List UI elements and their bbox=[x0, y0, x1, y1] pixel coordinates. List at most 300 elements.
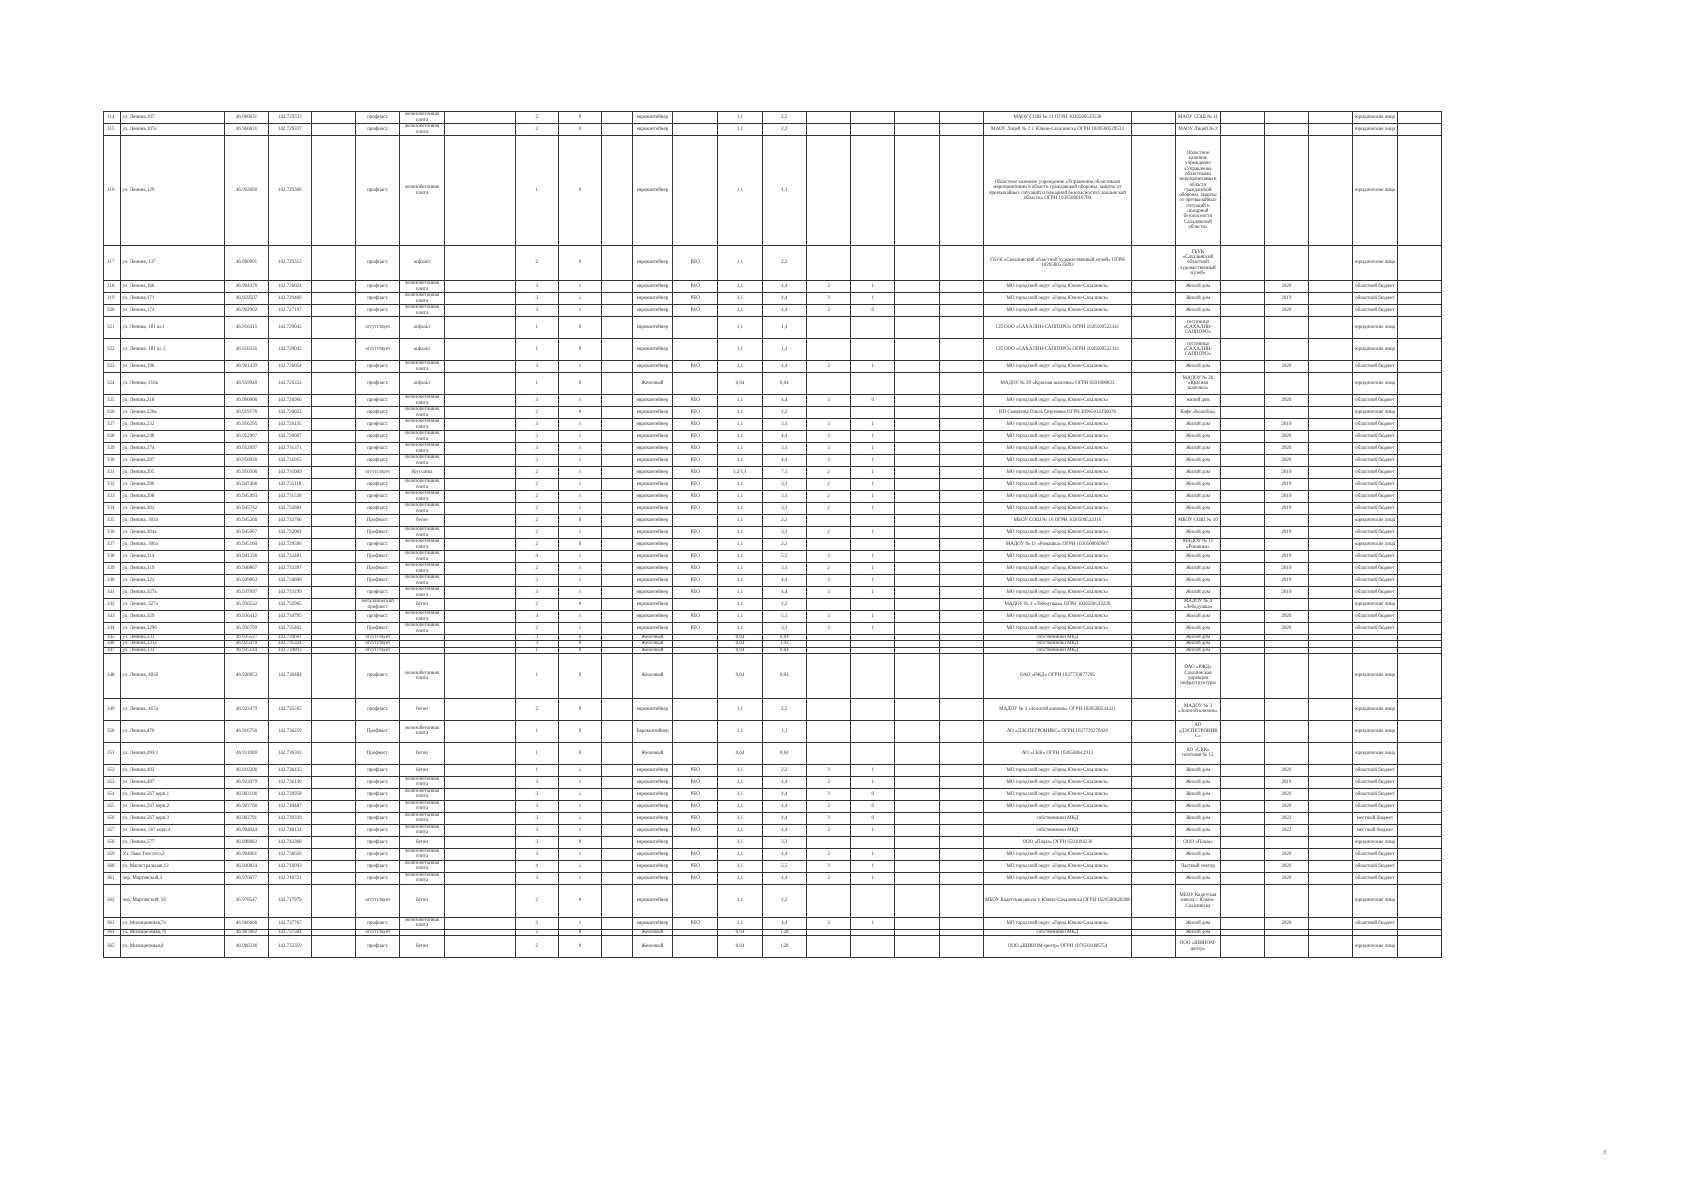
blank-cell bbox=[602, 623, 633, 635]
bunker-count-cell: 1 bbox=[558, 395, 601, 407]
blank-cell bbox=[1397, 776, 1441, 788]
container-count-cell: 3 bbox=[515, 395, 558, 407]
bunker-count-cell: 1 bbox=[558, 812, 601, 824]
blank-cell bbox=[1132, 653, 1176, 698]
row-number-cell: 360 bbox=[104, 860, 121, 872]
blank-cell bbox=[895, 317, 939, 339]
container-count-cell: 2 bbox=[515, 467, 558, 479]
blank-cell bbox=[311, 431, 355, 443]
blank-cell bbox=[602, 720, 633, 742]
total-volume-cell: 3,3 bbox=[762, 503, 806, 515]
container-volume-cell: 1,1 bbox=[718, 395, 762, 407]
blank-cell bbox=[1132, 112, 1176, 124]
latitude-cell: 46.950926 bbox=[225, 455, 268, 467]
container-volume-cell: 1,1 bbox=[718, 611, 762, 623]
year-cell bbox=[1264, 698, 1308, 720]
fence-material-cell: профнаст. bbox=[356, 776, 400, 788]
fence-material-cell: отсутствует bbox=[356, 641, 400, 647]
container-volume-cell: 1,1 bbox=[718, 800, 762, 812]
container-count-cell: 2 bbox=[515, 124, 558, 136]
longitude-cell: 142.736149 bbox=[268, 776, 311, 788]
container-volume-cell: 0,64 bbox=[718, 635, 762, 641]
container-count-cell: 3 bbox=[515, 361, 558, 373]
fence-material-cell: профнаст. bbox=[356, 136, 400, 246]
waste-source-cell: ООО «ШИНОМ-центр» bbox=[1176, 936, 1220, 958]
fence-material-cell: профнаст. bbox=[356, 698, 400, 720]
blank-cell bbox=[1132, 824, 1176, 836]
planned-bunker-cell: 1 bbox=[851, 623, 895, 635]
blank-cell bbox=[602, 776, 633, 788]
blank-cell bbox=[1220, 860, 1264, 872]
row-number-cell: 316 bbox=[104, 136, 121, 246]
blank-cell bbox=[895, 467, 939, 479]
bunker-count-cell: 0 bbox=[558, 929, 601, 935]
planned-bunker-cell: 1 bbox=[851, 361, 895, 373]
container-count-cell: 1 bbox=[515, 653, 558, 698]
table-row bbox=[104, 305, 1619, 317]
surface-type-cell: железобетонная плита bbox=[400, 800, 444, 812]
planned-bunker-cell: 0 bbox=[851, 812, 895, 824]
total-volume-cell: 1,92 bbox=[762, 641, 806, 647]
planned-bunker-cell: 1 bbox=[851, 848, 895, 860]
rgo-mark-cell: РЕО bbox=[673, 611, 718, 623]
blank-cell bbox=[1220, 742, 1264, 764]
blank-cell bbox=[311, 575, 355, 587]
planned-bunker-cell: 1 bbox=[851, 860, 895, 872]
blank-cell bbox=[1132, 848, 1176, 860]
blank-cell bbox=[444, 776, 515, 788]
container-volume-cell: 1,1 bbox=[718, 788, 762, 800]
longitude-cell: 142.732359 bbox=[268, 936, 311, 958]
longitude-cell: 142.733199 bbox=[268, 587, 311, 599]
rgo-mark-cell: РЕО bbox=[673, 491, 718, 503]
blank-cell bbox=[1397, 373, 1441, 395]
latitude-cell: 46.947406 bbox=[225, 479, 268, 491]
container-count-cell: 3 bbox=[515, 776, 558, 788]
waste-source-cell: Жилой дом bbox=[1176, 293, 1220, 305]
address-cell: пер. Мартовский,3 bbox=[121, 872, 225, 884]
planned-bunker-cell: 1 bbox=[851, 491, 895, 503]
year-cell bbox=[1264, 124, 1308, 136]
address-cell: ул. Ленина, 216а bbox=[121, 373, 225, 395]
table-row bbox=[104, 824, 1619, 836]
bunker-count-cell: 1 bbox=[558, 623, 601, 635]
planned-count-cell: 3 bbox=[806, 611, 850, 623]
blank-cell bbox=[444, 112, 515, 124]
planned-count-cell bbox=[806, 112, 850, 124]
container-volume-cell: 1,1 bbox=[718, 860, 762, 872]
blank-cell bbox=[444, 407, 515, 419]
year-cell: 2020 bbox=[1264, 788, 1308, 800]
blank-cell bbox=[1309, 136, 1353, 246]
container-count-cell: 2 bbox=[515, 623, 558, 635]
fence-material-cell: профнаст. bbox=[356, 395, 400, 407]
address-cell: ул. Ленина,492 bbox=[121, 764, 225, 776]
surface-type-cell: железобетонная плита bbox=[400, 539, 444, 551]
blank-cell bbox=[602, 611, 633, 623]
blank-cell bbox=[602, 848, 633, 860]
total-volume-cell: 5,5 bbox=[762, 860, 806, 872]
longitude-cell: 142.732481 bbox=[268, 551, 311, 563]
blank-cell bbox=[1220, 339, 1264, 361]
funding-cell: областной бюджет bbox=[1353, 281, 1397, 293]
funding-cell: областной бюджет bbox=[1353, 587, 1397, 599]
row-number-cell: 355 bbox=[104, 800, 121, 812]
total-volume-cell: 4,4 bbox=[762, 587, 806, 599]
latitude-cell: 46.964061 bbox=[225, 848, 268, 860]
blank-cell bbox=[1220, 293, 1264, 305]
fence-material-cell: профнаст. bbox=[356, 373, 400, 395]
owner-cell: СП ООО «САХАЛИН-САППОРО» ОГРН 1026500522341 bbox=[983, 317, 1131, 339]
bunker-count-cell: 1 bbox=[558, 848, 601, 860]
table-row bbox=[104, 599, 1619, 611]
table-row bbox=[104, 431, 1619, 443]
blank-cell bbox=[1397, 527, 1441, 539]
longitude-cell: 142.736259 bbox=[268, 720, 311, 742]
row-number-cell: 331 bbox=[104, 467, 121, 479]
blank-cell bbox=[895, 455, 939, 467]
planned-bunker-cell: 1 bbox=[851, 575, 895, 587]
year-cell: 2020 bbox=[1264, 395, 1308, 407]
table-row bbox=[104, 800, 1619, 812]
funding-cell: юридические лица bbox=[1353, 112, 1397, 124]
longitude-cell: 142.735334 bbox=[268, 641, 311, 647]
blank-cell bbox=[1397, 623, 1441, 635]
container-count-cell: 3 bbox=[515, 443, 558, 455]
blank-cell bbox=[1132, 339, 1176, 361]
blank-cell bbox=[311, 373, 355, 395]
owner-cell: МО городской округ «Город Южно-Сахалинск» bbox=[983, 455, 1131, 467]
planned-bunker-cell bbox=[851, 936, 895, 958]
blank-cell bbox=[1309, 339, 1353, 361]
blank-cell bbox=[311, 395, 355, 407]
blank-cell bbox=[1397, 443, 1441, 455]
surface-type-cell: асфальт bbox=[400, 339, 444, 361]
container-count-cell: 2 bbox=[515, 698, 558, 720]
blank-cell bbox=[939, 373, 983, 395]
rgo-mark-cell: РЕО bbox=[673, 455, 718, 467]
blank-cell bbox=[311, 698, 355, 720]
container-count-cell: 3 bbox=[515, 419, 558, 431]
row-number-cell: 358 bbox=[104, 836, 121, 848]
planned-count-cell bbox=[806, 136, 850, 246]
planned-bunker-cell: 1 bbox=[851, 563, 895, 575]
total-volume-cell: 4,4 bbox=[762, 788, 806, 800]
funding-cell: областной бюджет bbox=[1353, 467, 1397, 479]
blank-cell bbox=[1220, 246, 1264, 281]
funding-cell: областной бюджет bbox=[1353, 443, 1397, 455]
fence-material-cell: отсутствует bbox=[356, 647, 400, 653]
blank-cell bbox=[1397, 599, 1441, 611]
planned-bunker-cell bbox=[851, 884, 895, 917]
planned-count-cell bbox=[806, 936, 850, 958]
funding-cell: областной бюджет bbox=[1353, 527, 1397, 539]
owner-cell: АО «СКК» ОГРН 1036500612913 bbox=[983, 742, 1131, 764]
blank-cell bbox=[895, 246, 939, 281]
longitude-cell: 142.729466 bbox=[268, 293, 311, 305]
row-number-cell: 323 bbox=[104, 361, 121, 373]
container-volume-cell: 1,1 bbox=[718, 623, 762, 635]
fence-material-cell: профнаст. bbox=[356, 293, 400, 305]
total-volume-cell: 3,3 bbox=[762, 527, 806, 539]
total-volume-cell: 4,4 bbox=[762, 872, 806, 884]
rgo-mark-cell: РЕО bbox=[673, 551, 718, 563]
blank-cell bbox=[311, 824, 355, 836]
blank-cell bbox=[602, 124, 633, 136]
blank-cell bbox=[1132, 587, 1176, 599]
planned-count-cell: 3 bbox=[806, 431, 850, 443]
longitude-cell: 142.740134 bbox=[268, 824, 311, 836]
rgo-mark-cell: РЕО bbox=[673, 443, 718, 455]
blank-cell bbox=[1220, 455, 1264, 467]
container-volume-cell: 1,1 bbox=[718, 551, 762, 563]
blank-cell bbox=[939, 824, 983, 836]
table-row bbox=[104, 653, 1619, 698]
blank-cell bbox=[1132, 431, 1176, 443]
row-number-cell: 317 bbox=[104, 246, 121, 281]
container-type-cell: Железный bbox=[632, 936, 672, 958]
planned-count-cell bbox=[806, 599, 850, 611]
blank-cell bbox=[1220, 764, 1264, 776]
blank-cell bbox=[1397, 836, 1441, 848]
blank-cell bbox=[1309, 527, 1353, 539]
blank-cell bbox=[1132, 836, 1176, 848]
waste-source-cell: Жилой дом bbox=[1176, 812, 1220, 824]
table-row bbox=[104, 373, 1619, 395]
blank-cell bbox=[939, 800, 983, 812]
container-count-cell: 2 bbox=[515, 515, 558, 527]
blank-cell bbox=[939, 788, 983, 800]
blank-cell bbox=[939, 764, 983, 776]
blank-cell bbox=[895, 936, 939, 958]
waste-source-cell: Жилой дом bbox=[1176, 587, 1220, 599]
row-number-cell: 354 bbox=[104, 788, 121, 800]
bunker-count-cell: 1 bbox=[558, 491, 601, 503]
blank-cell bbox=[1220, 824, 1264, 836]
blank-cell bbox=[602, 503, 633, 515]
owner-cell: МО городской округ «Город Южно-Сахалинск» bbox=[983, 551, 1131, 563]
fence-material-cell: профнаст. bbox=[356, 503, 400, 515]
blank-cell bbox=[1132, 623, 1176, 635]
bunker-count-cell: 0 bbox=[558, 599, 601, 611]
surface-type-cell: железобетонная плита bbox=[400, 431, 444, 443]
blank-cell bbox=[1132, 698, 1176, 720]
table-row bbox=[104, 848, 1619, 860]
table-row bbox=[104, 623, 1619, 635]
blank-cell bbox=[1220, 776, 1264, 788]
year-cell: 2020 bbox=[1264, 860, 1308, 872]
blank-cell bbox=[602, 305, 633, 317]
owner-cell: ОАО «РЖД» ОГРН 1037739877295 bbox=[983, 653, 1131, 698]
blank-cell bbox=[1132, 467, 1176, 479]
address-cell: ул. Ленина,314 bbox=[121, 551, 225, 563]
surface-type-cell: железобетонная плита bbox=[400, 395, 444, 407]
year-cell: 2020 bbox=[1264, 305, 1308, 317]
year-cell: 2019 bbox=[1264, 587, 1308, 599]
blank-cell bbox=[895, 742, 939, 764]
address-cell: ул. Ленина,577 bbox=[121, 836, 225, 848]
planned-bunker-cell bbox=[851, 407, 895, 419]
waste-source-cell: гостиница «САХАЛИН-САППОРО» bbox=[1176, 317, 1220, 339]
container-volume-cell: 0,64 bbox=[718, 742, 762, 764]
blank-cell bbox=[602, 917, 633, 929]
fence-material-cell: отсутствует bbox=[356, 339, 400, 361]
blank-cell bbox=[895, 539, 939, 551]
planned-bunker-cell: 1 bbox=[851, 611, 895, 623]
planned-count-cell: 3 bbox=[806, 764, 850, 776]
blank-cell bbox=[444, 917, 515, 929]
blank-cell bbox=[444, 491, 515, 503]
fence-material-cell: Профнаст. bbox=[356, 720, 400, 742]
year-cell: 2020 bbox=[1264, 281, 1308, 293]
row-number-cell: 325 bbox=[104, 395, 121, 407]
owner-cell: МАОУ СОШ № 11 ОГРН 1026500529538 bbox=[983, 112, 1131, 124]
blank-cell bbox=[444, 575, 515, 587]
blank-cell bbox=[1220, 539, 1264, 551]
blank-cell bbox=[602, 800, 633, 812]
rgo-mark-cell: РЕО bbox=[673, 293, 718, 305]
owner-cell: ИП Смирнова Ольга Сергеевна ОГРН 40965012290076 bbox=[983, 407, 1131, 419]
fence-material-cell: Профнаст. bbox=[356, 563, 400, 575]
blank-cell bbox=[1220, 812, 1264, 824]
blank-cell bbox=[1397, 503, 1441, 515]
row-number-cell: 335 bbox=[104, 515, 121, 527]
year-cell: 2020 bbox=[1264, 623, 1308, 635]
waste-source-cell: Областное казенное учреждение «Управление областными мероприятиями в области гражданской обороны, защиты от чрезвычайных ситуаций и пожарной безопасности Сахалинской области» bbox=[1176, 136, 1220, 246]
blank-cell bbox=[895, 587, 939, 599]
waste-source-cell: Жилой дом bbox=[1176, 623, 1220, 635]
planned-count-cell bbox=[806, 653, 850, 698]
address-cell: ул. Ленина,274 bbox=[121, 443, 225, 455]
address-cell: ул. Ленина,327а bbox=[121, 587, 225, 599]
planned-bunker-cell: 1 bbox=[851, 443, 895, 455]
longitude-cell: 142.731371 bbox=[268, 443, 311, 455]
waste-source-cell: Жилой дом bbox=[1176, 635, 1220, 641]
blank-cell bbox=[1309, 246, 1353, 281]
container-type-cell: Евроконтейнер bbox=[632, 720, 672, 742]
address-cell: ул. Ленина, 303а bbox=[121, 515, 225, 527]
fence-material-cell: профнаст. bbox=[356, 431, 400, 443]
surface-type-cell: железобетонная плита bbox=[400, 788, 444, 800]
total-volume-cell: 4,4 bbox=[762, 431, 806, 443]
row-number-cell: 340 bbox=[104, 575, 121, 587]
blank-cell bbox=[1132, 373, 1176, 395]
container-count-cell: 3 bbox=[515, 872, 558, 884]
container-type-cell: евроконтейнер bbox=[632, 611, 672, 623]
fence-material-cell: отсутствует bbox=[356, 884, 400, 917]
container-type-cell: евроконтейнер bbox=[632, 800, 672, 812]
fence-material-cell: отсутствует bbox=[356, 635, 400, 641]
blank-cell bbox=[939, 124, 983, 136]
longitude-cell: 142.731528 bbox=[268, 491, 311, 503]
blank-cell bbox=[311, 860, 355, 872]
longitude-cell: 142.716093 bbox=[268, 860, 311, 872]
blank-cell bbox=[1132, 551, 1176, 563]
funding-cell: областной бюджет bbox=[1353, 419, 1397, 431]
container-volume-cell: 1,1 bbox=[718, 419, 762, 431]
surface-type-cell: асфальт bbox=[400, 246, 444, 281]
rgo-mark-cell: РЕО bbox=[673, 575, 718, 587]
latitude-cell: 46.966631 bbox=[225, 112, 268, 124]
blank-cell bbox=[895, 136, 939, 246]
waste-source-cell: Жилой дом bbox=[1176, 443, 1220, 455]
blank-cell bbox=[939, 467, 983, 479]
blank-cell bbox=[311, 339, 355, 361]
blank-cell bbox=[1309, 503, 1353, 515]
blank-cell bbox=[1397, 479, 1441, 491]
container-type-cell: евроконтейнер bbox=[632, 491, 672, 503]
longitude-cell: 142.732766 bbox=[268, 515, 311, 527]
owner-cell: МО городской округ «Город Южно-Сахалинск» bbox=[983, 788, 1131, 800]
rgo-mark-cell: РЕО bbox=[673, 776, 718, 788]
funding-cell: юридические лица bbox=[1353, 836, 1397, 848]
blank-cell bbox=[311, 800, 355, 812]
container-type-cell: евроконтейнер bbox=[632, 246, 672, 281]
blank-cell bbox=[895, 698, 939, 720]
bunker-count-cell: 1 bbox=[558, 611, 601, 623]
rgo-mark-cell: РЕО bbox=[673, 587, 718, 599]
longitude-cell: 142.737767 bbox=[268, 917, 311, 929]
total-volume-cell: 3,3 bbox=[762, 623, 806, 635]
blank-cell bbox=[1132, 776, 1176, 788]
container-volume-cell: 1,1 bbox=[718, 124, 762, 136]
blank-cell bbox=[939, 720, 983, 742]
blank-cell bbox=[1132, 527, 1176, 539]
row-number-cell: 364 bbox=[104, 929, 121, 935]
blank-cell bbox=[1309, 800, 1353, 812]
waste-source-cell: Кафе «Колобок» bbox=[1176, 407, 1220, 419]
longitude-cell: 142.726135 bbox=[268, 419, 311, 431]
fence-material-cell: профнаст. bbox=[356, 281, 400, 293]
blank-cell bbox=[311, 112, 355, 124]
blank-cell bbox=[444, 395, 515, 407]
address-cell: ул. Ленина, 405б bbox=[121, 653, 225, 698]
container-volume-cell: 1,1 bbox=[718, 407, 762, 419]
table-row bbox=[104, 884, 1619, 917]
year-cell bbox=[1264, 112, 1308, 124]
year-cell: 2020 bbox=[1264, 917, 1308, 929]
blank-cell bbox=[1132, 575, 1176, 587]
blank-cell bbox=[444, 467, 515, 479]
latitude-cell: 46.945160 bbox=[225, 539, 268, 551]
latitude-cell: 46.911069 bbox=[225, 742, 268, 764]
blank-cell bbox=[602, 872, 633, 884]
container-volume-cell: 1,1 bbox=[718, 455, 762, 467]
rgo-mark-cell: РЕО bbox=[673, 431, 718, 443]
longitude-cell: 142.726332 bbox=[268, 373, 311, 395]
surface-type-cell: бетон bbox=[400, 764, 444, 776]
address-cell: ул. Ленина,331 bbox=[121, 635, 225, 641]
longitude-cell: 142.739339 bbox=[268, 812, 311, 824]
latitude-cell: 46.939063 bbox=[225, 575, 268, 587]
row-number-cell: 342 bbox=[104, 599, 121, 611]
blank-cell bbox=[1220, 443, 1264, 455]
address-cell: ул. Ленина,232 bbox=[121, 419, 225, 431]
row-number-cell: 343 bbox=[104, 611, 121, 623]
latitude-cell: 46.945493 bbox=[225, 491, 268, 503]
owner-cell: МО городской округ «Город Южно-Сахалинск» bbox=[983, 575, 1131, 587]
total-volume-cell: 0,64 bbox=[762, 373, 806, 395]
blank-cell bbox=[311, 587, 355, 599]
blank-cell bbox=[602, 361, 633, 373]
fence-material-cell: профнаст. bbox=[356, 443, 400, 455]
latitude-cell: 46.959176 bbox=[225, 407, 268, 419]
container-type-cell: евроконтейнер bbox=[632, 479, 672, 491]
blank-cell bbox=[939, 361, 983, 373]
blank-cell bbox=[1220, 317, 1264, 339]
container-volume-cell: 1,1 bbox=[718, 339, 762, 361]
latitude-cell: 46.960991 bbox=[225, 246, 268, 281]
